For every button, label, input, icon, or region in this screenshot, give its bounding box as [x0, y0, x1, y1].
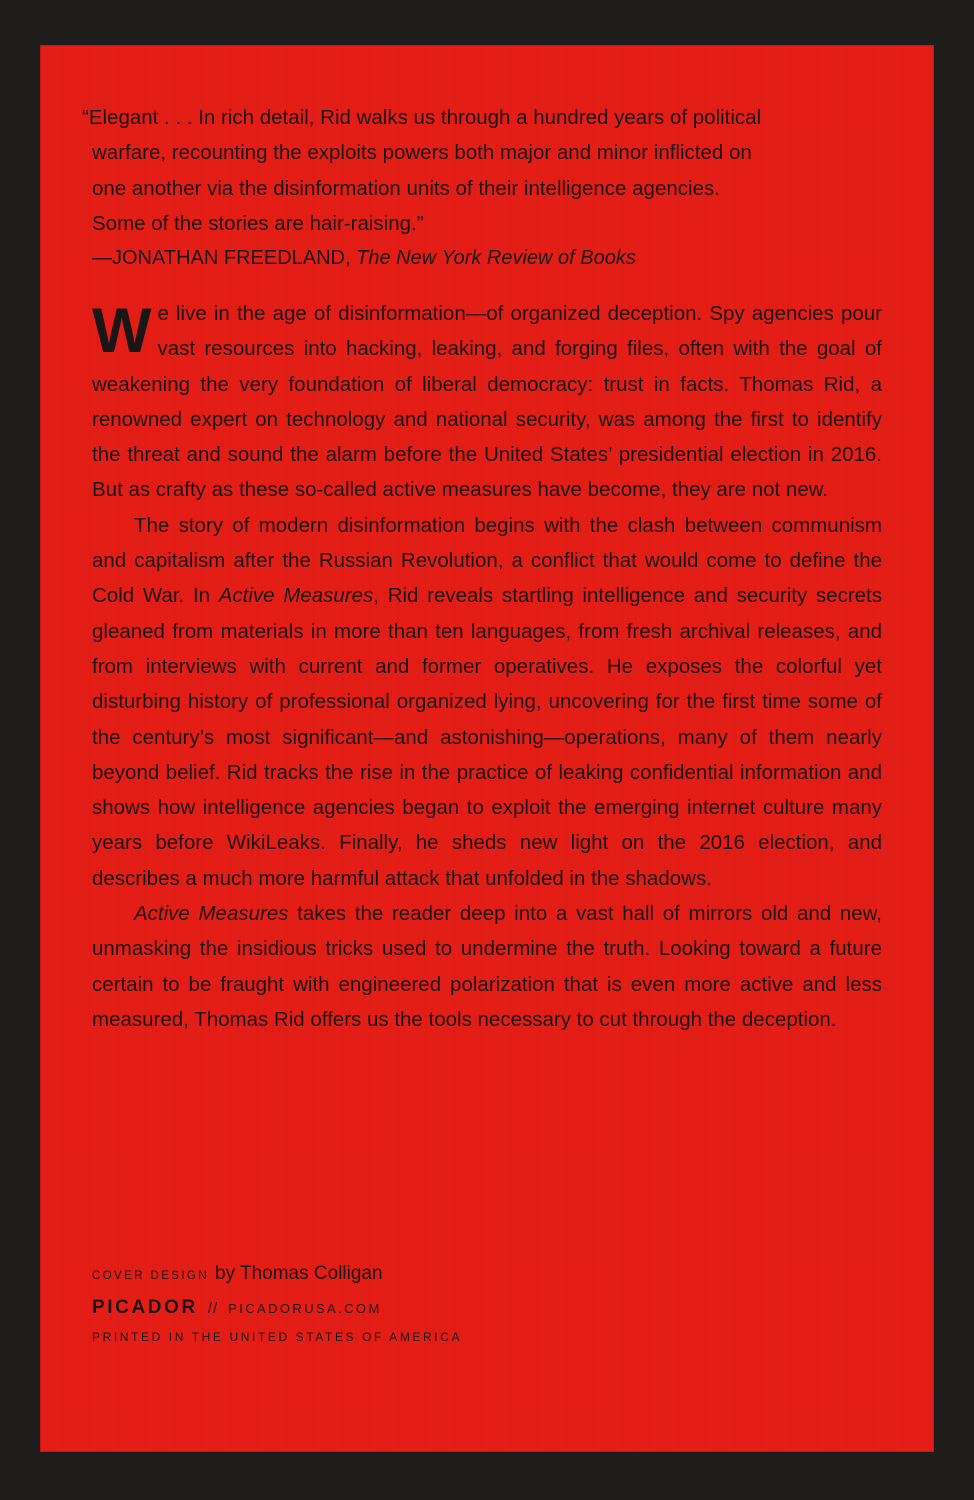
description-body — [92, 296, 882, 1037]
drop-cap: W — [92, 296, 152, 366]
quote-line: Some of the stories are hair-raising.” — [92, 211, 424, 235]
paragraph-1-text: e live in the age of disinformation—of organized deception. Spy agencies pour vast resources into hacking, leaking, and forging files, often with the goal of weakening the very foundation of liberal democracy: trust in facts. Thomas Rid, a renowned expert on technology and national security, was among the first to identify the threat and sound the alarm before the United States’ presidential election in 2016. But as crafty as these so-called active measures have become, they are not new. — [92, 302, 882, 502]
publisher-separator: // — [207, 1300, 219, 1317]
review-quote — [82, 100, 882, 241]
quote-source: The New York Review of Books — [356, 247, 636, 269]
printed-notice: PRINTED IN THE UNITED STATES OF AMERICA — [92, 1330, 463, 1344]
publisher-url: PICADORUSA.COM — [228, 1301, 382, 1316]
quote-author: —JONATHAN FREEDLAND, — [92, 247, 351, 269]
publisher-line — [92, 1297, 462, 1319]
paragraph-2-text-a: The story of modern disinformation begins with the clash between communism and capitalism after the Russian Revolution, a conflict that would come to define the Cold War. In — [92, 513, 882, 608]
paragraph-2 — [92, 508, 882, 896]
quote-attribution — [92, 241, 882, 276]
back-cover-panel — [40, 45, 934, 1452]
cover-design-credit — [92, 1263, 462, 1285]
paragraph-3-text: takes the reader deep into a vast hall of mirrors old and new, unmasking the insidious tricks used to undermine the truth. Looking toward a future certain to be fraught with engineered polarization that is even more active and less measured, Thomas Rid offers us the tools necessary to cut through the deception. — [92, 902, 883, 1031]
cover-design-label: COVER DESIGN — [92, 1270, 209, 1282]
quote-line: warfare, recounting the exploits powers both major and minor inflicted on — [92, 141, 752, 165]
book-title: Active Measures — [218, 584, 374, 608]
quote-line: “Elegant . . . In rich detail, Rid walks us through a hundred years of political — [82, 106, 762, 129]
cover-designer: by Thomas Colligan — [214, 1263, 383, 1284]
quote-line: one another via the disinformation units of their intelligence agencies. — [92, 176, 720, 200]
publisher-name: PICADOR — [92, 1297, 198, 1318]
paragraph-1 — [92, 296, 882, 508]
paragraph-2-text-b: , Rid reveals startling intelligence and security secrets gleaned from materials in more than ten languages, from fresh archival releases, and from interviews with current and former operatives. He exposes the colorful yet disturbing history of professional organized lying, uncovering for the first time some of the century’s most significant—and astonishing—operations, many of them nearly beyond belief. Rid tracks the rise in the practice of leaking confidential information and shows how intelligence agencies began to exploit the emerging internet culture many years before WikiLeaks. Finally, he sheds new light on the 2016 election, and describes a much more harmful attack that unfolded in the shadows. — [92, 584, 883, 890]
paragraph-3 — [92, 896, 882, 1037]
book-title: Active Measures — [134, 902, 289, 926]
credits — [92, 1263, 462, 1344]
